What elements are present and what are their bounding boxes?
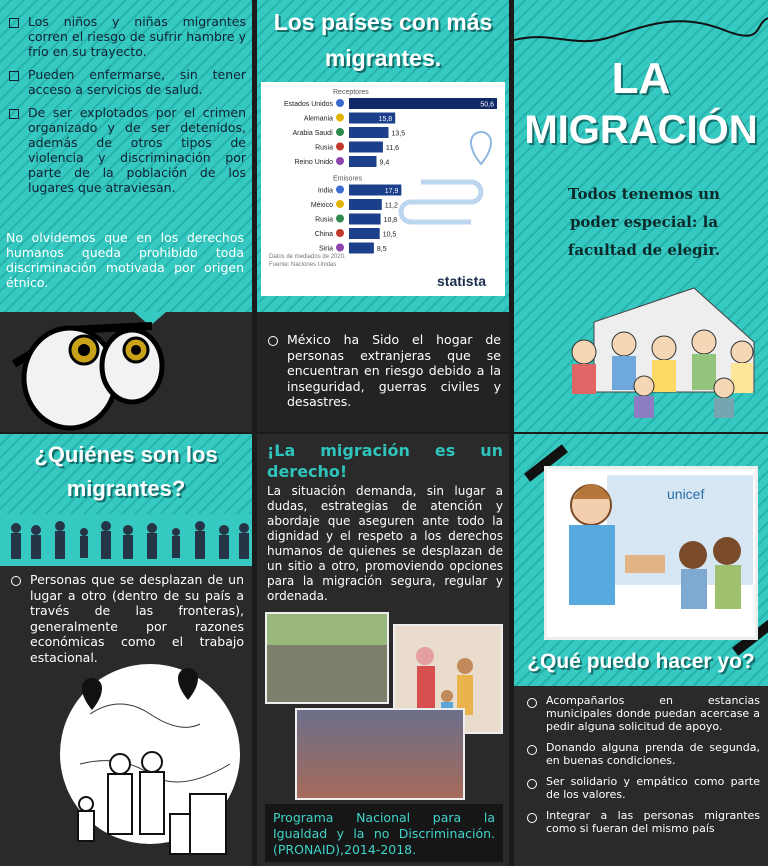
chart-value-label: 11,2: [384, 202, 398, 210]
chart-category-label: Rusia: [315, 216, 333, 224]
location-pin-icon: [471, 132, 491, 164]
chart-value-label: 11,6: [385, 145, 400, 152]
right-body: La situación demanda, sin lugar a dudas, estrategias de atención y abordaje que aseguren ante todo la dignidad y el respeto a los derechos humanos de quienes se desplazan de un sitio a otro, promoviendo opciones para la migración segura, regular y ordenada.: [267, 484, 503, 603]
migrants-silhouette-crowd: [0, 514, 252, 570]
chart-value-label: 10,8: [383, 217, 398, 224]
risk-item: De ser explotados por el crimen organizado y de ser detenidos, además de otros tipos de violencia y discriminación por parte de la población de los lugares que atraviesan.: [6, 105, 246, 195]
statista-logo: statista: [437, 273, 487, 289]
help-item: Acompañarlos en estancias municipales donde puedan acercase a pedir alguna solicitud de apoyo.: [524, 694, 760, 733]
panel-who-top: [0, 434, 252, 514]
chart-bar: [349, 214, 381, 225]
panel-mexico: [257, 312, 509, 432]
flag-icon: [336, 215, 344, 223]
chart-bar: [349, 156, 376, 167]
who-title: ¿Quiénes son los migrantes?: [34, 442, 218, 501]
panel-who: [0, 514, 252, 866]
help-item: Integrar a las personas migrantes como si fueran del mismo país: [524, 809, 760, 835]
chart-value-label: 13,5: [391, 130, 406, 138]
unicef-tent-label: unicef: [667, 486, 705, 502]
who-definition: Personas que se desplazan de un lugar a otro (dentro de su país a través de las fronteras), generalmente por razones económicas como el trabajo estacional.: [8, 572, 244, 665]
route-path-icon: [401, 182, 481, 222]
flag-icon: [336, 114, 344, 122]
family-globe-illustration: [40, 654, 240, 864]
source-citation: Programa Nacional para la Igualdad y la no Discriminación. (PRONAID),2014-2018.: [273, 810, 495, 857]
cover-subtitle: Todos tenemos un poder especial: la facultad de elegir.: [567, 185, 721, 259]
chart-value-label: 8,5: [376, 246, 387, 253]
chart-category-label: Siria: [318, 245, 333, 253]
chart-source-note: Datos de mediados de 2020.: [269, 254, 346, 260]
chart-value-label: 50,6: [480, 101, 494, 109]
cartoon-eyes-illustration: [0, 312, 252, 432]
children-illustration: [554, 282, 764, 422]
chart-bar: [349, 199, 382, 210]
panel-cover: [514, 0, 768, 432]
risk-item: Los niños y niñas migrantes corren el riesgo de sufrir hambre y frío en su trayecto.: [6, 14, 246, 59]
chart-group-label: Emisores: [333, 175, 363, 183]
migrants-bar-chart: [261, 82, 505, 296]
flag-icon: [336, 157, 344, 165]
chart-category-label: Alemania: [303, 115, 333, 123]
flag-icon: [336, 244, 344, 252]
footer-box: [265, 804, 503, 862]
panel-risks: [0, 0, 252, 312]
chart-panel-title: Los países con más migrantes.: [273, 9, 493, 71]
photo-road: [265, 612, 389, 704]
flag-icon: [336, 186, 344, 194]
panel-chart: [257, 0, 509, 312]
chart-category-label: Arabia Saudí: [292, 130, 333, 137]
chart-category-label: Estados Unidos: [283, 101, 333, 108]
risks-list: [6, 14, 246, 195]
cover-title-la: LA: [611, 54, 671, 103]
chart-category-label: India: [317, 187, 333, 195]
chart-category-label: China: [314, 231, 333, 238]
flag-icon: [336, 229, 344, 237]
chart-category-label: México: [310, 202, 333, 209]
unicef-illustration: [544, 466, 758, 640]
chart-category-label: Rusia: [315, 144, 333, 152]
chart-bar: [349, 228, 380, 239]
migration-photo-collage: [265, 612, 505, 800]
chart-category-label: Reino Unido: [294, 159, 333, 166]
chart-value-label: 15,8: [378, 116, 393, 123]
chart-value-label: 17,9: [384, 188, 399, 195]
help-item: Donando alguna prenda de segunda, en buenas condiciones.: [524, 741, 760, 767]
photo-shelter: [295, 708, 465, 800]
right-title: ¡La migración es un derecho!: [267, 441, 503, 481]
help-list: [524, 694, 760, 835]
flag-icon: [336, 128, 344, 136]
chart-value-label: 10,5: [382, 231, 397, 239]
risk-item: Pueden enfermarse, sin tener acceso a servicios de salud.: [6, 67, 246, 97]
chart-bar: [349, 243, 374, 254]
chart-source-note: Fuente: Naciones Unidas: [269, 262, 337, 268]
panel-help-list: [514, 686, 768, 866]
chart-bar: [349, 98, 497, 109]
chart-bar: [349, 142, 383, 153]
chart-group-label: Receptores: [333, 89, 369, 96]
rights-note: No olvidemos que en los derechos humanos queda prohibido toda discriminación motivada por origen étnico.: [6, 230, 244, 290]
flag-icon: [336, 143, 344, 151]
panel-right: [257, 434, 509, 866]
chart-value-label: 9,4: [379, 159, 390, 167]
help-title: ¿Qué puedo hacer yo?: [527, 650, 755, 673]
wavy-line-decoration: [514, 0, 768, 60]
statista-chart-card: [261, 82, 505, 296]
panel-eyes: [0, 312, 252, 432]
flag-icon: [336, 99, 344, 107]
mexico-note: México ha Sido el hogar de personas extranjeras que se encuentran en riesgo debido a la inseguridad, guerras civiles y desastres.: [265, 332, 501, 410]
help-item: Ser solidario y empático como parte de los valores.: [524, 775, 760, 801]
chart-bar: [349, 127, 388, 138]
cover-title-migracion: MIGRACIÓN: [524, 108, 758, 152]
flag-icon: [336, 200, 344, 208]
